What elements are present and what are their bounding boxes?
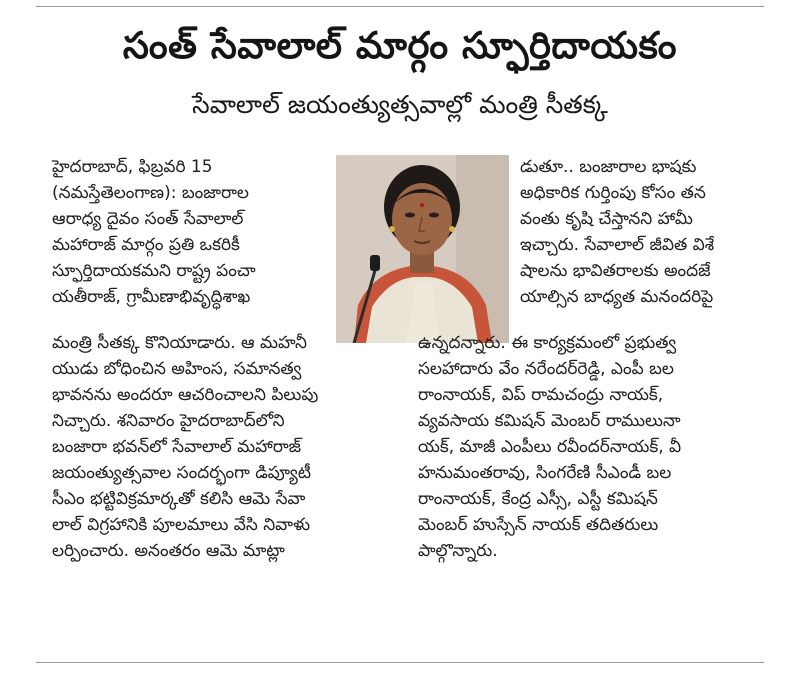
- col2-line: సలహాదారు వేం నరేందర్‌రెడ్డి, ఎంపీ బల: [418, 359, 674, 379]
- col1-line: హైదరాబాద్, ఫిబ్రవరి 15: [52, 157, 213, 177]
- col1-line: బంజారా భవన్‌లో సేవాలాల్ మహారాజ్: [52, 437, 302, 457]
- col2-line: వ్యవసాయ కమిషన్ మెంబర్ రాములునా: [418, 411, 681, 431]
- top-rule: [36, 6, 764, 7]
- col1-line: లర్పించారు. అనంతరం ఆమె మాట్లా: [52, 541, 285, 561]
- portrait-illustration: [336, 155, 509, 343]
- col2-line: యక్, మాజీ ఎంపీలు రవీందర్‌నాయక్, వీ: [418, 437, 682, 457]
- col2-line: రాంనాయక్, కేంద్ర ఎస్సీ, ఎస్టీ కమిషన్: [418, 489, 658, 509]
- col2-line: షాలను భావితరాలకు అందజే: [520, 261, 711, 281]
- col1-line: (నమస్తేతెలంగాణ): బంజారాల: [52, 183, 249, 203]
- col2-line: పాల్గొన్నారు.: [418, 541, 498, 561]
- col2-line: అధికారిక గుర్తింపు కోసం తన: [520, 183, 706, 203]
- col1-line: మంత్రి సీతక్క కొనియాడారు. ఆ మహనీ: [52, 333, 307, 353]
- col1-line: లాల్ విగ్రహానికి పూలమాలు వేసి నివాళు: [52, 515, 311, 535]
- minister-photo: [336, 155, 509, 343]
- col1-line: యుడు బోధించిన అహింస, సమానత్వ: [52, 359, 302, 379]
- col2-line: ఇచ్చారు. సేవాలాల్ జీవిత విశే: [520, 235, 715, 255]
- col1-line: మహారాజ్ మార్గం ప్రతి ఒకరికీ: [52, 235, 240, 255]
- col1-line: యతీరాజ్, గ్రామీణాభివృద్ధిశాఖ: [52, 287, 251, 307]
- bottom-rule: [36, 662, 764, 663]
- col1-line: స్ఫూర్తిదాయకమని రాష్ట్ర పంచా: [52, 261, 256, 281]
- col1-line: సీఎం భట్టివిక్రమార్కతో కలిసి ఆమె సేవా: [52, 489, 306, 509]
- col2-line: హనుమంతరావు, సింగరేణి సీఎండీ బల: [418, 463, 672, 483]
- subheadline: సేవాలాల్ జయంత్యుత్సవాల్లో మంత్రి సీతక్క: [192, 90, 608, 119]
- col1-line: నిచ్చారు. శనివారం హైదరాబాద్‌లోని: [52, 411, 285, 431]
- col1-line: ఆరాధ్య దైవం సంత్ సేవాలాల్: [52, 209, 244, 229]
- col2-line: ఉన్నదన్నారు. ఈ కార్యక్రమంలో ప్రభుత్వ: [418, 333, 677, 353]
- col2-line: రాంనాయక్, విప్ రామచంద్రు నాయక్,: [418, 385, 664, 405]
- col2-line: యాల్సిన బాధ్యత మనందరిపై: [520, 287, 714, 307]
- col2-line: డుతూ.. బంజారాల భాషకు: [520, 157, 697, 177]
- headline: సంత్ సేవాలాల్ మార్గం స్ఫూర్తిదాయకం: [122, 24, 678, 67]
- col1-line: జయంత్యుత్సవాల సందర్భంగా డిప్యూటీ: [52, 463, 311, 483]
- col1-line: భావనను అందరూ ఆచరించాలని పిలుపు: [52, 385, 319, 405]
- col2-line: వంతు కృషి చేస్తానని హామీ: [520, 209, 693, 229]
- col2-line: మెంబర్ హుస్సేన్ నాయక్ తదితరులు: [418, 515, 659, 535]
